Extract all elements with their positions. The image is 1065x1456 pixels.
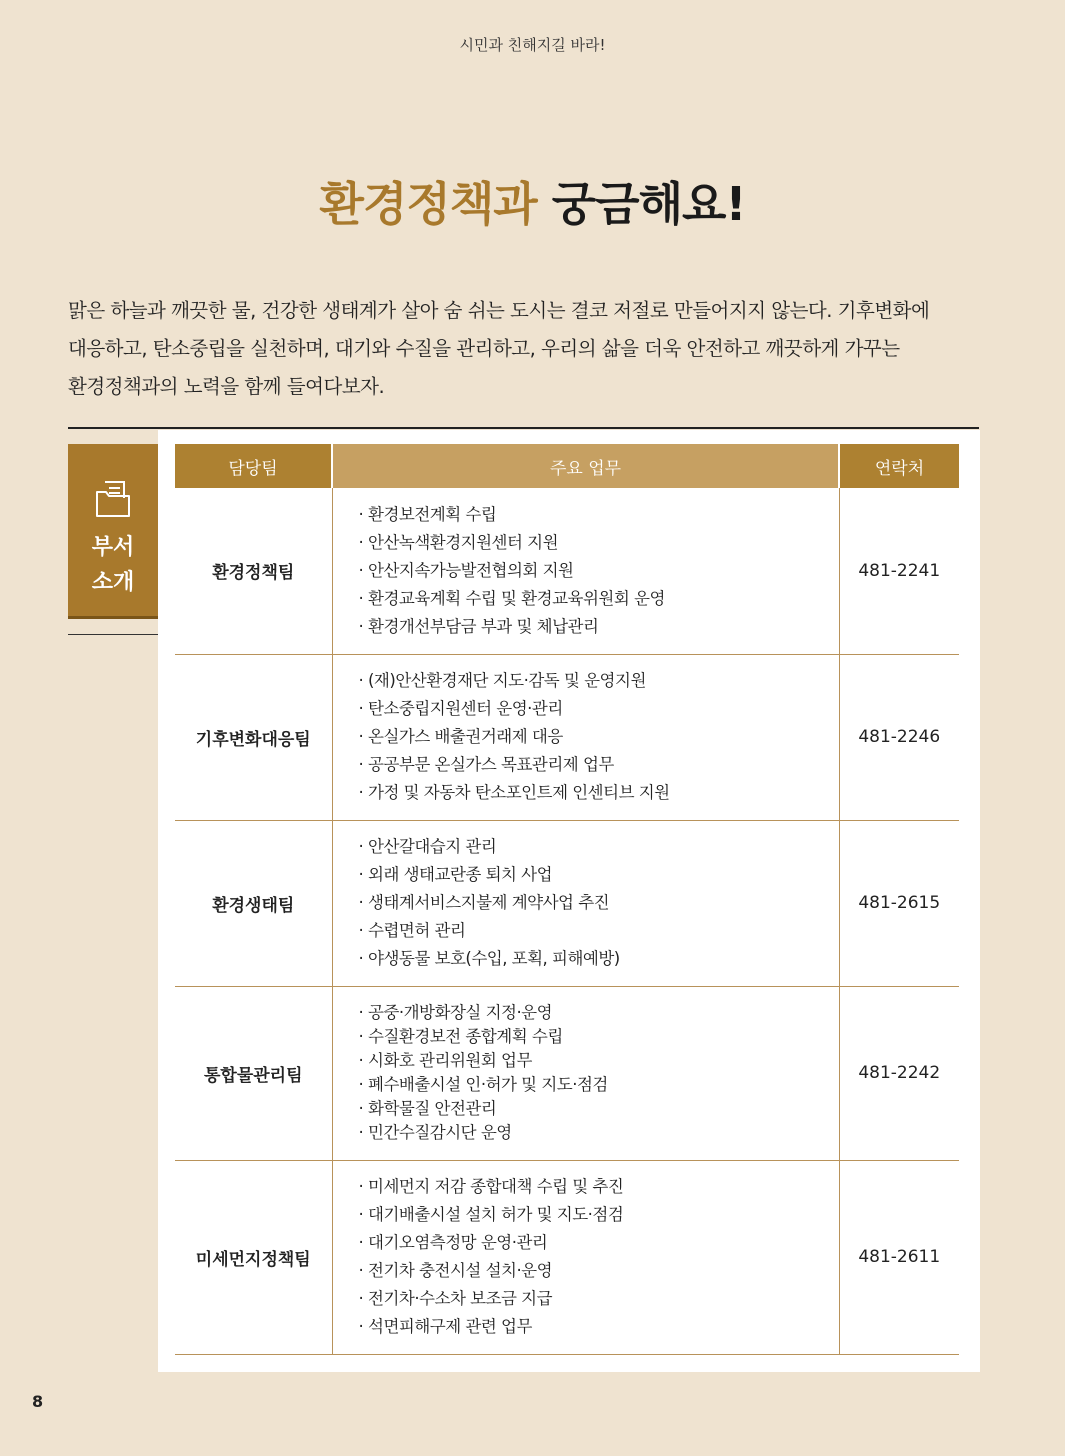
duties-cell [332,820,839,986]
duty-item: · (재)안산환경재단 지도·감독 및 운영지원 [359,667,839,695]
department-table [175,444,959,1355]
table-row [175,488,959,654]
tab-label-line1: 부서 [91,535,135,560]
duties-cell [332,488,839,654]
contact-phone: 481-2615 [839,820,959,986]
duty-item: · 전기차·수소차 보조금 지급 [359,1285,839,1313]
contact-phone: 481-2611 [839,1160,959,1354]
intro-paragraph: 맑은 하늘과 깨끗한 물, 건강한 생태계가 살아 숨 쉬는 도시는 결코 저절로 만들어지지 않는다. 기후변화에 대응하고, 탄소중립을 실천하며, 대기와 수질을 관리하고, 우리의 삶을 더욱 안전하고 깨끗하게 가꾸는 환경정책과의 노력을 함께 들여다보자. [68,299,930,398]
header-team: 담당팀 [175,444,332,488]
duty-item: · 환경보전계획 수립 [359,501,839,529]
duties-cell [332,654,839,820]
header-contact: 연락처 [839,444,959,488]
section-divider [68,427,979,429]
contact-phone: 481-2241 [839,488,959,654]
duty-item: · 야생동물 보호(수입, 포획, 피해예방) [359,945,839,973]
duty-item: · 석면피해구제 관련 업무 [359,1313,839,1341]
team-name: 통합물관리팀 [175,986,332,1160]
duty-item: · 시화호 관리위원회 업무 [359,1049,839,1073]
duty-item: · 민간수질감시단 운영 [359,1121,839,1145]
duty-item: · 생태계서비스지불제 계약사업 추진 [359,889,839,917]
table-row [175,654,959,820]
duty-item: · 안산녹색환경지원센터 지원 [359,529,839,557]
page-title [0,168,1065,234]
header-tagline: 시민과 친해지길 바라! [459,36,606,54]
duty-item: · 탄소중립지원센터 운영·관리 [359,695,839,723]
department-intro-tab [68,444,158,619]
table-row [175,986,959,1160]
tab-label-line2: 소개 [91,570,135,595]
header-duties: 주요 업무 [332,444,839,488]
tab-underline [68,634,158,635]
team-name: 환경생태팀 [175,820,332,986]
duty-list [359,501,839,641]
duty-list [359,1173,839,1341]
contact-phone: 481-2242 [839,986,959,1160]
team-name: 기후변화대응팀 [175,654,332,820]
duty-list [359,1001,839,1145]
duties-cell [332,986,839,1160]
page-number: 8 [32,1392,44,1411]
duty-item: · 공공부문 온실가스 목표관리제 업무 [359,751,839,779]
duty-item: · 전기차 충전시설 설치·운영 [359,1257,839,1285]
duty-item: · 안산갈대습지 관리 [359,833,839,861]
table-row [175,820,959,986]
duty-item: · 환경교육계획 수립 및 환경교육위원회 운영 [359,585,839,613]
duty-item: · 수렵면허 관리 [359,917,839,945]
duty-item: · 대기배출시설 설치 허가 및 지도·점검 [359,1201,839,1229]
duty-item: · 수질환경보전 종합계획 수립 [359,1025,839,1049]
duty-item: · 가정 및 자동차 탄소포인트제 인센티브 지원 [359,779,839,807]
team-name: 미세먼지정책팀 [175,1160,332,1354]
duty-item: · 대기오염측정망 운영·관리 [359,1229,839,1257]
duty-item: · 미세먼지 저감 종합대책 수립 및 추진 [359,1173,839,1201]
table-header-row [175,444,959,488]
duty-item: · 공중·개방화장실 지정·운영 [359,1001,839,1025]
duty-item: · 안산지속가능발전협의회 지원 [359,557,839,585]
duty-item: · 폐수배출시설 인·허가 및 지도·점검 [359,1073,839,1097]
duty-item: · 외래 생태교란종 퇴치 사업 [359,861,839,889]
team-name: 환경정책팀 [175,488,332,654]
duty-item: · 환경개선부담금 부과 및 체납관리 [359,613,839,641]
page-title-rest: 궁금해요! [551,177,746,231]
duties-cell [332,1160,839,1354]
duty-item: · 온실가스 배출권거래제 대응 [359,723,839,751]
folder-document-icon [68,478,158,524]
duty-list [359,667,839,807]
duty-list [359,833,839,973]
contact-phone: 481-2246 [839,654,959,820]
duty-item: · 화학물질 안전관리 [359,1097,839,1121]
page-title-accent: 환경정책과 [319,177,537,231]
table-row [175,1160,959,1354]
